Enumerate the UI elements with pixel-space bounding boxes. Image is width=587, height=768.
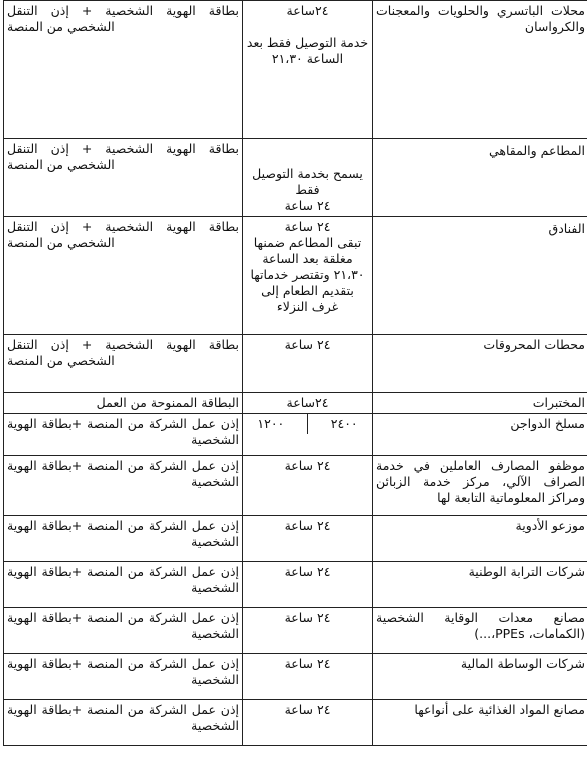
document-cell: إذن عمل الشركة من المنصة +بطاقة الهوية الشخصية bbox=[4, 654, 243, 700]
hours-cell: ٢٤ ساعة bbox=[243, 700, 373, 746]
hours-cell bbox=[243, 139, 373, 217]
sector-cell bbox=[373, 217, 587, 335]
document-cell: إذن عمل الشركة من المنصة +بطاقة الهوية الشخصية bbox=[4, 414, 243, 456]
hours-note: يسمح بخدمة التوصيل فقط bbox=[252, 166, 363, 197]
hours-cell: ٢٤ ساعة bbox=[243, 456, 373, 516]
table-row bbox=[4, 1, 587, 139]
document-cell: بطاقة الهوية الشخصية + إذن التنقل الشخصي من المنصة bbox=[4, 217, 243, 335]
sector-cell: مسلخ الدواجن bbox=[373, 414, 587, 456]
table-row bbox=[4, 217, 587, 335]
hours-split bbox=[246, 416, 369, 432]
sector-cell: شركات الترابة الوطنية bbox=[373, 562, 587, 608]
hours-note: خدمة التوصيل فقط بعد الساعة ٢١،٣٠ bbox=[246, 35, 369, 66]
document-cell: البطاقة الممنوحة من العمل bbox=[4, 393, 243, 414]
sector-label: المطاعم والمقاهي bbox=[488, 143, 585, 158]
hours-cell: ٢٤ ساعة bbox=[243, 516, 373, 562]
document-cell: إذن عمل الشركة من المنصة +بطاقة الهوية الشخصية bbox=[4, 700, 243, 746]
hours-cell: ٢٤ ساعة bbox=[243, 335, 373, 393]
table-row bbox=[4, 608, 587, 654]
hours-cell bbox=[243, 414, 373, 456]
hours-value: ٢٤ ساعة bbox=[284, 198, 331, 213]
document-cell: إذن عمل الشركة من المنصة +بطاقة الهوية الشخصية bbox=[4, 608, 243, 654]
hours-cell: ٢٤ساعة bbox=[243, 393, 373, 414]
hours-start: ٢٤٠٠ bbox=[330, 416, 358, 431]
hours-cell: ٢٤ ساعة bbox=[243, 608, 373, 654]
document-cell: بطاقة الهوية الشخصية + إذن التنقل الشخصي من المنصة bbox=[4, 139, 243, 217]
hours-value: ٢٤ ساعة bbox=[284, 219, 331, 234]
sector-label: الفنادق bbox=[548, 221, 585, 236]
document-cell: إذن عمل الشركة من المنصة +بطاقة الهوية الشخصية bbox=[4, 516, 243, 562]
sector-cell bbox=[373, 139, 587, 217]
hours-cell bbox=[243, 217, 373, 335]
sector-cell: محلات الباتسري والحلويات والمعجنات والكرواسان bbox=[373, 1, 587, 139]
table-row bbox=[4, 335, 587, 393]
table-row bbox=[4, 414, 587, 456]
hours-cell: ٢٤ ساعة bbox=[243, 562, 373, 608]
document-cell: بطاقة الهوية الشخصية + إذن التنقل الشخصي من المنصة bbox=[4, 335, 243, 393]
table-row bbox=[4, 456, 587, 516]
document-cell: بطاقة الهوية الشخصية + إذن التنقل الشخصي من المنصة bbox=[4, 1, 243, 139]
hours-end: ١٢٠٠ bbox=[257, 416, 285, 431]
table-row bbox=[4, 700, 587, 746]
sector-cell: موظفو المصارف العاملين في خدمة الصراف الآلي، مركز خدمة الزبائن ومراكز المعلوماتية التابعة لها bbox=[373, 456, 587, 516]
sector-cell: شركات الوساطة المالية bbox=[373, 654, 587, 700]
document-cell: إذن عمل الشركة من المنصة +بطاقة الهوية الشخصية bbox=[4, 456, 243, 516]
hours-cell bbox=[243, 1, 373, 139]
hours-cell: ٢٤ ساعة bbox=[243, 654, 373, 700]
split-divider bbox=[307, 414, 308, 434]
table-row bbox=[4, 654, 587, 700]
sector-cell: مصانع المواد الغذائية على أنواعها bbox=[373, 700, 587, 746]
hours-note: تبقى المطاعم ضمنها مغلقة بعد الساعة ٢١،٣٠ وتقتصر خدماتها بتقديم الطعام إلى غرف النزلاء bbox=[250, 235, 365, 314]
hours-value: ٢٤ساعة bbox=[286, 3, 329, 18]
table-row bbox=[4, 139, 587, 217]
sector-cell: محطات المحروقات bbox=[373, 335, 587, 393]
table-row bbox=[4, 516, 587, 562]
regulations-table bbox=[3, 0, 587, 746]
sector-cell: مصانع معدات الوقاية الشخصية (الكمامات، PPEs،...) bbox=[373, 608, 587, 654]
sector-cell: موزعو الأدوية bbox=[373, 516, 587, 562]
document-cell: إذن عمل الشركة من المنصة +بطاقة الهوية الشخصية bbox=[4, 562, 243, 608]
sector-cell: المختبرات bbox=[373, 393, 587, 414]
table-row bbox=[4, 562, 587, 608]
table-row bbox=[4, 393, 587, 414]
